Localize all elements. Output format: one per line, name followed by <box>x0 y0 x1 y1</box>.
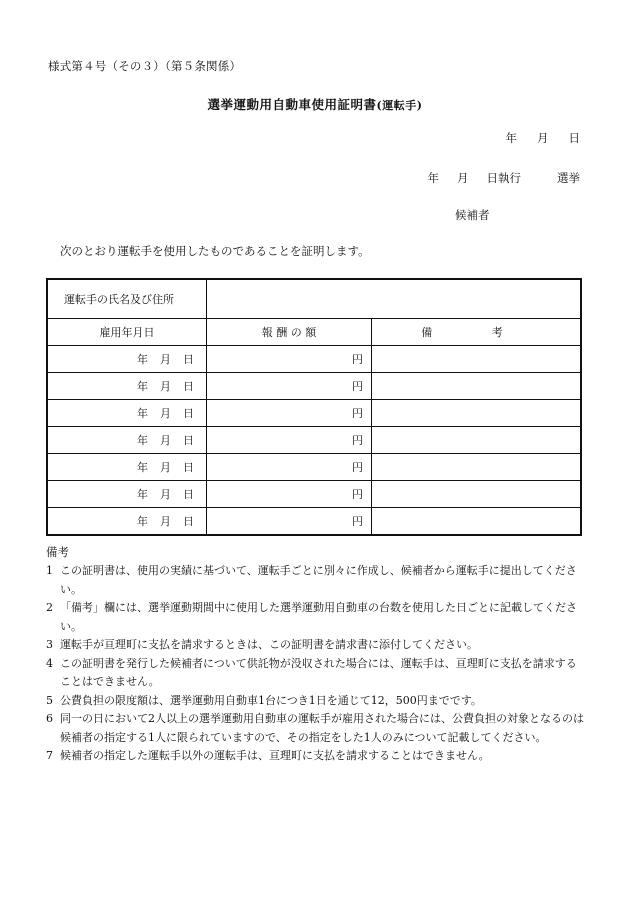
month-label: 月 <box>160 407 171 420</box>
day-label: 日 <box>183 380 194 393</box>
form-number: 様式第４号（その３）（第５条関係） <box>48 59 242 73</box>
header-employment-date: 雇用年月日 <box>47 319 207 346</box>
note-text: この証明書を発行した候補者について供託物が没収された場合には、運転手は、亘理町に支払を請求することはできません。 <box>60 656 577 688</box>
remarks-cell[interactable] <box>372 400 582 427</box>
note-text: この証明書は、使用の実績に基づいて、運転手ごとに別々に作成し、候補者から運転手に提出してください。 <box>60 564 577 596</box>
year-label: 年 <box>137 488 148 501</box>
remuneration-cell[interactable]: 円 <box>207 373 372 400</box>
title-sub: (運転手) <box>376 99 423 112</box>
year-label: 年 <box>137 353 148 366</box>
day-label: 日 <box>183 407 194 420</box>
year-label: 年 <box>137 407 148 420</box>
month-label: 月 <box>160 353 171 366</box>
month-label: 月 <box>160 380 171 393</box>
remuneration-cell[interactable]: 円 <box>207 454 372 481</box>
header-remarks-text: 備 考 <box>421 326 531 339</box>
remarks-cell[interactable] <box>372 454 582 481</box>
year-label: 年 <box>137 461 148 474</box>
issue-month-label: 月 <box>537 131 549 145</box>
table-row <box>47 346 581 373</box>
remarks-cell[interactable] <box>372 346 582 373</box>
note-text: 公費負担の限度額は、選挙運動用自動車1台につき1日を通じて12，500円までです。 <box>60 693 482 707</box>
remuneration-cell[interactable]: 円 <box>207 346 372 373</box>
note-text: 候補者の指定した運転手以外の運転手は、亘理町に支払を請求することはできません。 <box>60 749 490 762</box>
remarks-cell[interactable] <box>372 373 582 400</box>
date-cell[interactable] <box>47 373 207 400</box>
date-cell[interactable] <box>47 400 207 427</box>
header-remarks <box>372 319 582 346</box>
note-item <box>46 636 586 655</box>
year-label: 年 <box>137 515 148 528</box>
note-number: 4 <box>46 656 53 670</box>
election-year-label: 年 <box>427 171 439 185</box>
day-label: 日 <box>183 461 194 474</box>
day-label: 日 <box>183 488 194 501</box>
year-label: 年 <box>137 434 148 447</box>
note-text: 同一の日において2人以上の選挙運動用自動車の運転手が雇用された場合には、公費負担の対象となるのは候補者の指定する1人に限られていますので、その指定をした1人のみについて記載してください。 <box>60 712 584 744</box>
name-address-label: 運転手の氏名及び住所 <box>47 279 207 319</box>
note-item <box>46 599 586 636</box>
date-cell[interactable] <box>47 346 207 373</box>
month-label: 月 <box>160 434 171 447</box>
year-label: 年 <box>137 380 148 393</box>
candidate-label: 候補者 <box>455 208 490 222</box>
table-row <box>47 454 581 481</box>
note-item <box>46 710 586 747</box>
notes-title: 備考 <box>46 545 69 559</box>
note-number: 2 <box>46 601 53 614</box>
month-label: 月 <box>160 515 171 528</box>
note-item <box>46 655 586 692</box>
name-address-row <box>47 279 581 319</box>
note-number: 7 <box>46 749 53 762</box>
driver-table <box>46 278 582 536</box>
table-header-row <box>47 319 581 346</box>
table-row <box>47 481 581 508</box>
election-day-exec-label: 日執行 <box>486 171 521 185</box>
header-remuneration: 報 酬 の 額 <box>207 319 372 346</box>
day-label: 日 <box>183 353 194 366</box>
table-row <box>47 508 581 536</box>
name-address-field[interactable] <box>207 279 582 319</box>
note-number: 6 <box>46 712 53 725</box>
note-text: 「備考」欄には、選挙運動期間中に使用した選挙運動用自動車の台数を使用した日ごとに記載してください。 <box>60 601 577 633</box>
remuneration-cell[interactable]: 円 <box>207 508 372 536</box>
issue-day-label: 日 <box>568 131 580 145</box>
remuneration-cell[interactable]: 円 <box>207 427 372 454</box>
note-number: 5 <box>46 693 53 707</box>
date-cell[interactable] <box>47 427 207 454</box>
document-title <box>0 95 630 113</box>
date-cell[interactable] <box>47 454 207 481</box>
date-cell[interactable] <box>47 481 207 508</box>
table-row <box>47 373 581 400</box>
issue-year-label: 年 <box>505 131 517 145</box>
remuneration-cell[interactable]: 円 <box>207 481 372 508</box>
note-item <box>46 747 586 766</box>
title-main: 選挙運動用自動車使用証明書 <box>207 97 377 112</box>
issue-date-line <box>506 130 581 146</box>
date-cell[interactable] <box>47 508 207 536</box>
note-item <box>46 562 586 599</box>
remarks-cell[interactable] <box>372 508 582 536</box>
election-month-label: 月 <box>457 171 469 185</box>
notes-list <box>46 562 586 766</box>
remarks-cell[interactable] <box>372 427 582 454</box>
table-row <box>47 427 581 454</box>
table-row <box>47 400 581 427</box>
month-label: 月 <box>160 461 171 474</box>
month-label: 月 <box>160 488 171 501</box>
note-text: 運転手が亘理町に支払を請求するときは、この証明書を請求書に添付してください。 <box>60 638 478 651</box>
remarks-cell[interactable] <box>372 481 582 508</box>
day-label: 日 <box>183 434 194 447</box>
remuneration-cell[interactable]: 円 <box>207 400 372 427</box>
election-label: 選挙 <box>557 171 580 185</box>
election-date-line <box>428 170 581 186</box>
day-label: 日 <box>183 515 194 528</box>
intro-text: 次のとおり運転手を使用したものであることを証明します。 <box>60 244 370 258</box>
note-number: 3 <box>46 638 53 651</box>
note-number: 1 <box>46 564 53 577</box>
note-item <box>46 692 586 711</box>
